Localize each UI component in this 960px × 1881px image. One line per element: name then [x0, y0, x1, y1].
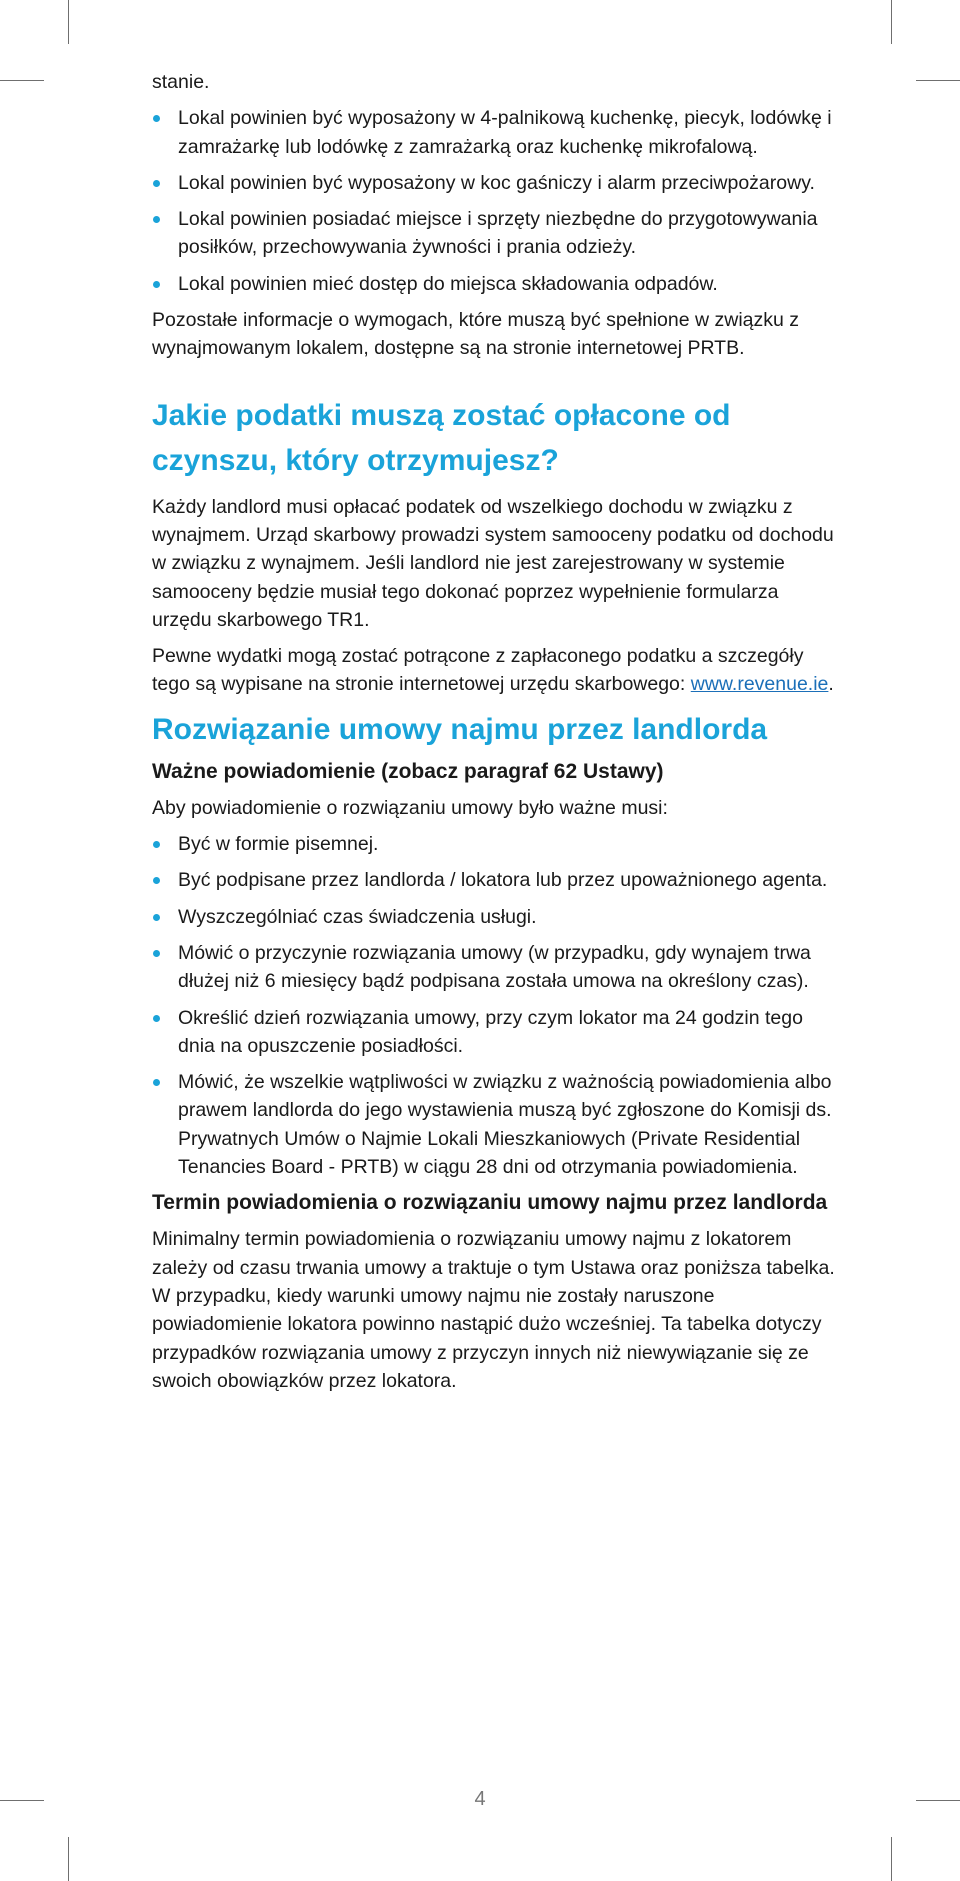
subheading-valid-notice: Ważne powiadomienie (zobacz paragraf 62 Ustawy) — [152, 759, 664, 783]
list-item: Określić dzień rozwiązania umowy, przy czym lokator ma 24 godzin tego dnia na opuszczenie posiadłości. — [152, 1004, 842, 1061]
bullet-icon — [153, 1015, 160, 1022]
list-item: Być w formie pisemnej. — [152, 830, 842, 858]
crop-mark-top-right-horizontal — [916, 80, 960, 81]
bullet-icon — [153, 1079, 160, 1086]
bullet-icon — [153, 914, 160, 921]
bullet-icon — [153, 180, 160, 187]
list-item: Lokal powinien mieć dostęp do miejsca składowania odpadów. — [152, 270, 842, 298]
bullet-icon — [153, 950, 160, 957]
section-heading-termination: Rozwiązanie umowy najmu przez landlorda — [152, 712, 768, 746]
crop-mark-bottom-right-vertical — [891, 1837, 892, 1881]
crop-mark-top-left-vertical — [68, 0, 69, 44]
list-item: Lokal powinien być wyposażony w koc gaśniczy i alarm przeciwpożarowy. — [152, 169, 842, 197]
bullet-icon — [153, 281, 160, 288]
notice-intro: Aby powiadomienie o rozwiązaniu umowy było ważne musi: — [152, 796, 668, 819]
crop-mark-top-left-horizontal — [0, 80, 44, 81]
notice-period-paragraph: Minimalny termin powiadomienia o rozwiązaniu umowy najmu z lokatorem zależy od czasu trwania umowy a traktuje o tym Ustawa oraz poniższa tabelka. W przypadku, kiedy warunki umowy najmu nie zostały naruszone powiadomienie lokatora powinno nastąpić dużo wcześniej. Ta tabelka dotyczy przypadków rozwiązania umowy z przyczyn innych niż niewywiązanie się ze swoich obowiązków przez lokatora. — [152, 1228, 835, 1392]
crop-mark-top-right-vertical — [891, 0, 892, 44]
tax-paragraph-1: Każdy landlord musi opłacać podatek od wszelkiego dochodu w związku z wynajmem. Urząd skarbowy prowadzi system samooceny podatku od dochodu w związku z wynajmem. Jeśli landlord nie jest zarejestrowany w systemie samooceny będzie musiał tego dokonać poprzez wypełnienie formularza urzędu skarbowego TR1. — [152, 495, 834, 631]
requirements-paragraph: Pozostałe informacje o wymogach, które muszą być spełnione w związku z wynajmowanym lokalem, dostępne są na stronie internetowej PRTB. — [152, 309, 800, 360]
continuation-text: stanie. — [152, 71, 210, 93]
list-item: Mówić o przyczynie rozwiązania umowy (w przypadku, gdy wynajem trwa dłużej niż 6 miesięcy bądź podpisana została umowa na określony czas). — [152, 939, 842, 996]
revenue-link[interactable]: www.revenue.ie — [690, 673, 829, 696]
list-item: Mówić, że wszelkie wątpliwości w związku z ważnością powiadomienia albo prawem landlorda do jego wystawienia muszą być zgłoszone do Komisji ds. Prywatnych Umów o Najmie Lokali Mieszkaniowych (Private Residential Tenancies Board - PRTB) w ciągu 28 dni od otrzymania powiadomienia. — [152, 1068, 842, 1181]
list-item: Być podpisane przez landlorda / lokatora lub przez upoważnionego agenta. — [152, 866, 842, 894]
bullet-icon — [153, 841, 160, 848]
requirements-list — [152, 104, 842, 298]
bullet-icon — [153, 115, 160, 122]
tax-paragraph-2: Pewne wydatki mogą zostać potrącone z zapłaconego podatku a szczegóły tego są wypisane na stronie internetowej urzędu skarbowego: www.revenue.ie. — [152, 645, 834, 696]
page-number: 4 — [474, 1788, 486, 1810]
bullet-icon — [153, 216, 160, 223]
subheading-notice-period: Termin powiadomienia o rozwiązaniu umowy najmu przez landlorda — [152, 1191, 828, 1215]
list-item: Wyszczególniać czas świadczenia usługi. — [152, 903, 842, 931]
crop-mark-bottom-left-vertical — [68, 1837, 69, 1881]
list-item: Lokal powinien być wyposażony w 4-palnikową kuchenkę, piecyk, lodówkę i zamrażarkę lub lodówkę z zamrażarką oraz kuchenkę mikrofalową. — [152, 104, 842, 161]
list-item: Lokal powinien posiadać miejsce i sprzęty niezbędne do przygotowywania posiłków, przechowywania żywności i prania odzieży. — [152, 205, 842, 262]
bullet-icon — [153, 877, 160, 884]
section-heading-tax: Jakie podatki muszą zostać opłacone od czynszu, który otrzymujesz? — [152, 398, 731, 477]
notice-conditions-list — [152, 830, 842, 1181]
document-body — [152, 68, 842, 1403]
